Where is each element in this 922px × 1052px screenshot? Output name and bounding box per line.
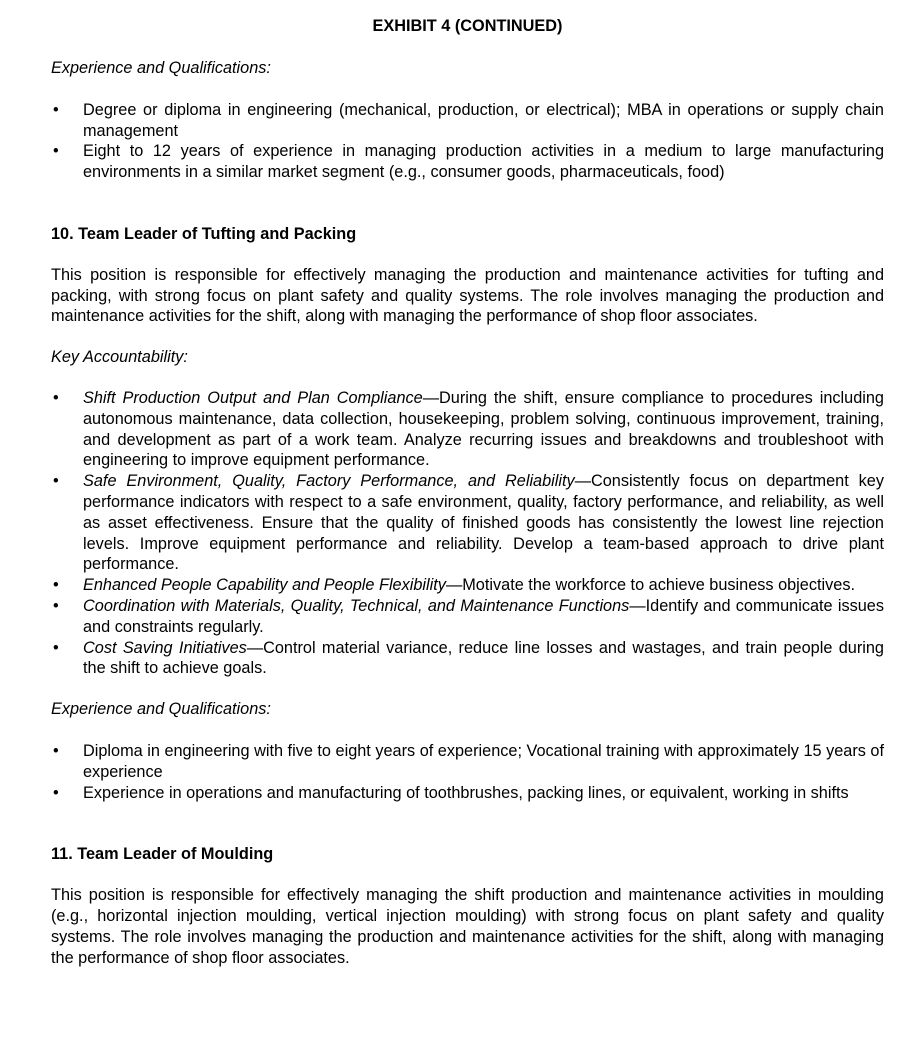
experience-list <box>51 100 884 183</box>
key-accountability-list <box>51 388 884 679</box>
list-item: • Safe Environment, Quality, Factory Performance, and Reliability—Consistently focus on department key performance indicators with respect to a safe environment, quality, factory performance, and reliability, as well as asset effectiveness. Ensure that the quality of finished goods has consistently the lowest line rejection levels. Improve equipment performance and reliability. Develop a team-based approach to drive plant performance. <box>53 472 884 574</box>
bullet-icon: • <box>53 741 59 760</box>
bullet-icon: • <box>53 783 59 802</box>
list-item: • Cost Saving Initiatives—Control material variance, reduce line losses and wastages, and train people during the shift to achieve goals. <box>53 638 884 678</box>
list-item: • Shift Production Output and Plan Compliance—During the shift, ensure compliance to procedures including autonomous maintenance, data collection, housekeeping, problem solving, continuous improvement, training, and development as part of a work team. Analyze recurring issues and breakdowns and troubleshoot with engineering to improve equipment performance. <box>53 388 884 470</box>
bullet-icon: • <box>53 142 59 161</box>
experience-list <box>51 741 884 803</box>
experience-label: Experience and Qualifications: <box>51 700 271 719</box>
section-description: This position is responsible for effectively managing the production and maintenance activities for tufting and packing, with strong focus on plant safety and quality systems. The role involves managing the production and maintenance activities for the shift, along with managing the performance of shop floor associates. <box>51 265 884 326</box>
section-heading: 10. Team Leader of Tufting and Packing <box>51 224 357 243</box>
list-item: • Degree or diploma in engineering (mechanical, production, or electrical); MBA in operations or supply chain management <box>53 100 884 140</box>
bullet-icon: • <box>53 388 59 407</box>
section-description: This position is responsible for effectively managing the shift production and maintenance activities in moulding (e.g., horizontal injection moulding, vertical injection moulding) with strong focus on plant safety and quality systems. The role involves managing the production and maintenance activities for the shift, along with managing the performance of shop floor associates. <box>51 886 884 967</box>
section-heading: 11. Team Leader of Moulding <box>51 845 274 864</box>
list-item: • Eight to 12 years of experience in managing production activities in a medium to large manufacturing environments in a similar market segment (e.g., consumer goods, pharmaceuticals, food) <box>53 142 884 182</box>
bullet-icon: • <box>53 638 59 657</box>
bullet-icon: • <box>53 472 59 491</box>
bullet-icon: • <box>53 100 59 119</box>
list-item: • Coordination with Materials, Quality, Technical, and Maintenance Functions—Identify and communicate issues and constraints regularly. <box>53 596 885 636</box>
list-item: • Enhanced People Capability and People Flexibility—Motivate the workforce to achieve business objectives. <box>53 576 855 595</box>
key-accountability-label: Key Accountability: <box>51 348 188 367</box>
list-item: • Diploma in engineering with five to eight years of experience; Vocational training with approximately 15 years of experience <box>53 741 884 781</box>
experience-label: Experience and Qualifications: <box>51 59 271 77</box>
bullet-icon: • <box>53 596 59 615</box>
list-item: • Experience in operations and manufacturing of toothbrushes, packing lines, or equivalent, working in shifts <box>53 783 849 802</box>
bullet-icon: • <box>53 576 59 595</box>
exhibit-title: EXHIBIT 4 (CONTINUED) <box>372 17 563 35</box>
